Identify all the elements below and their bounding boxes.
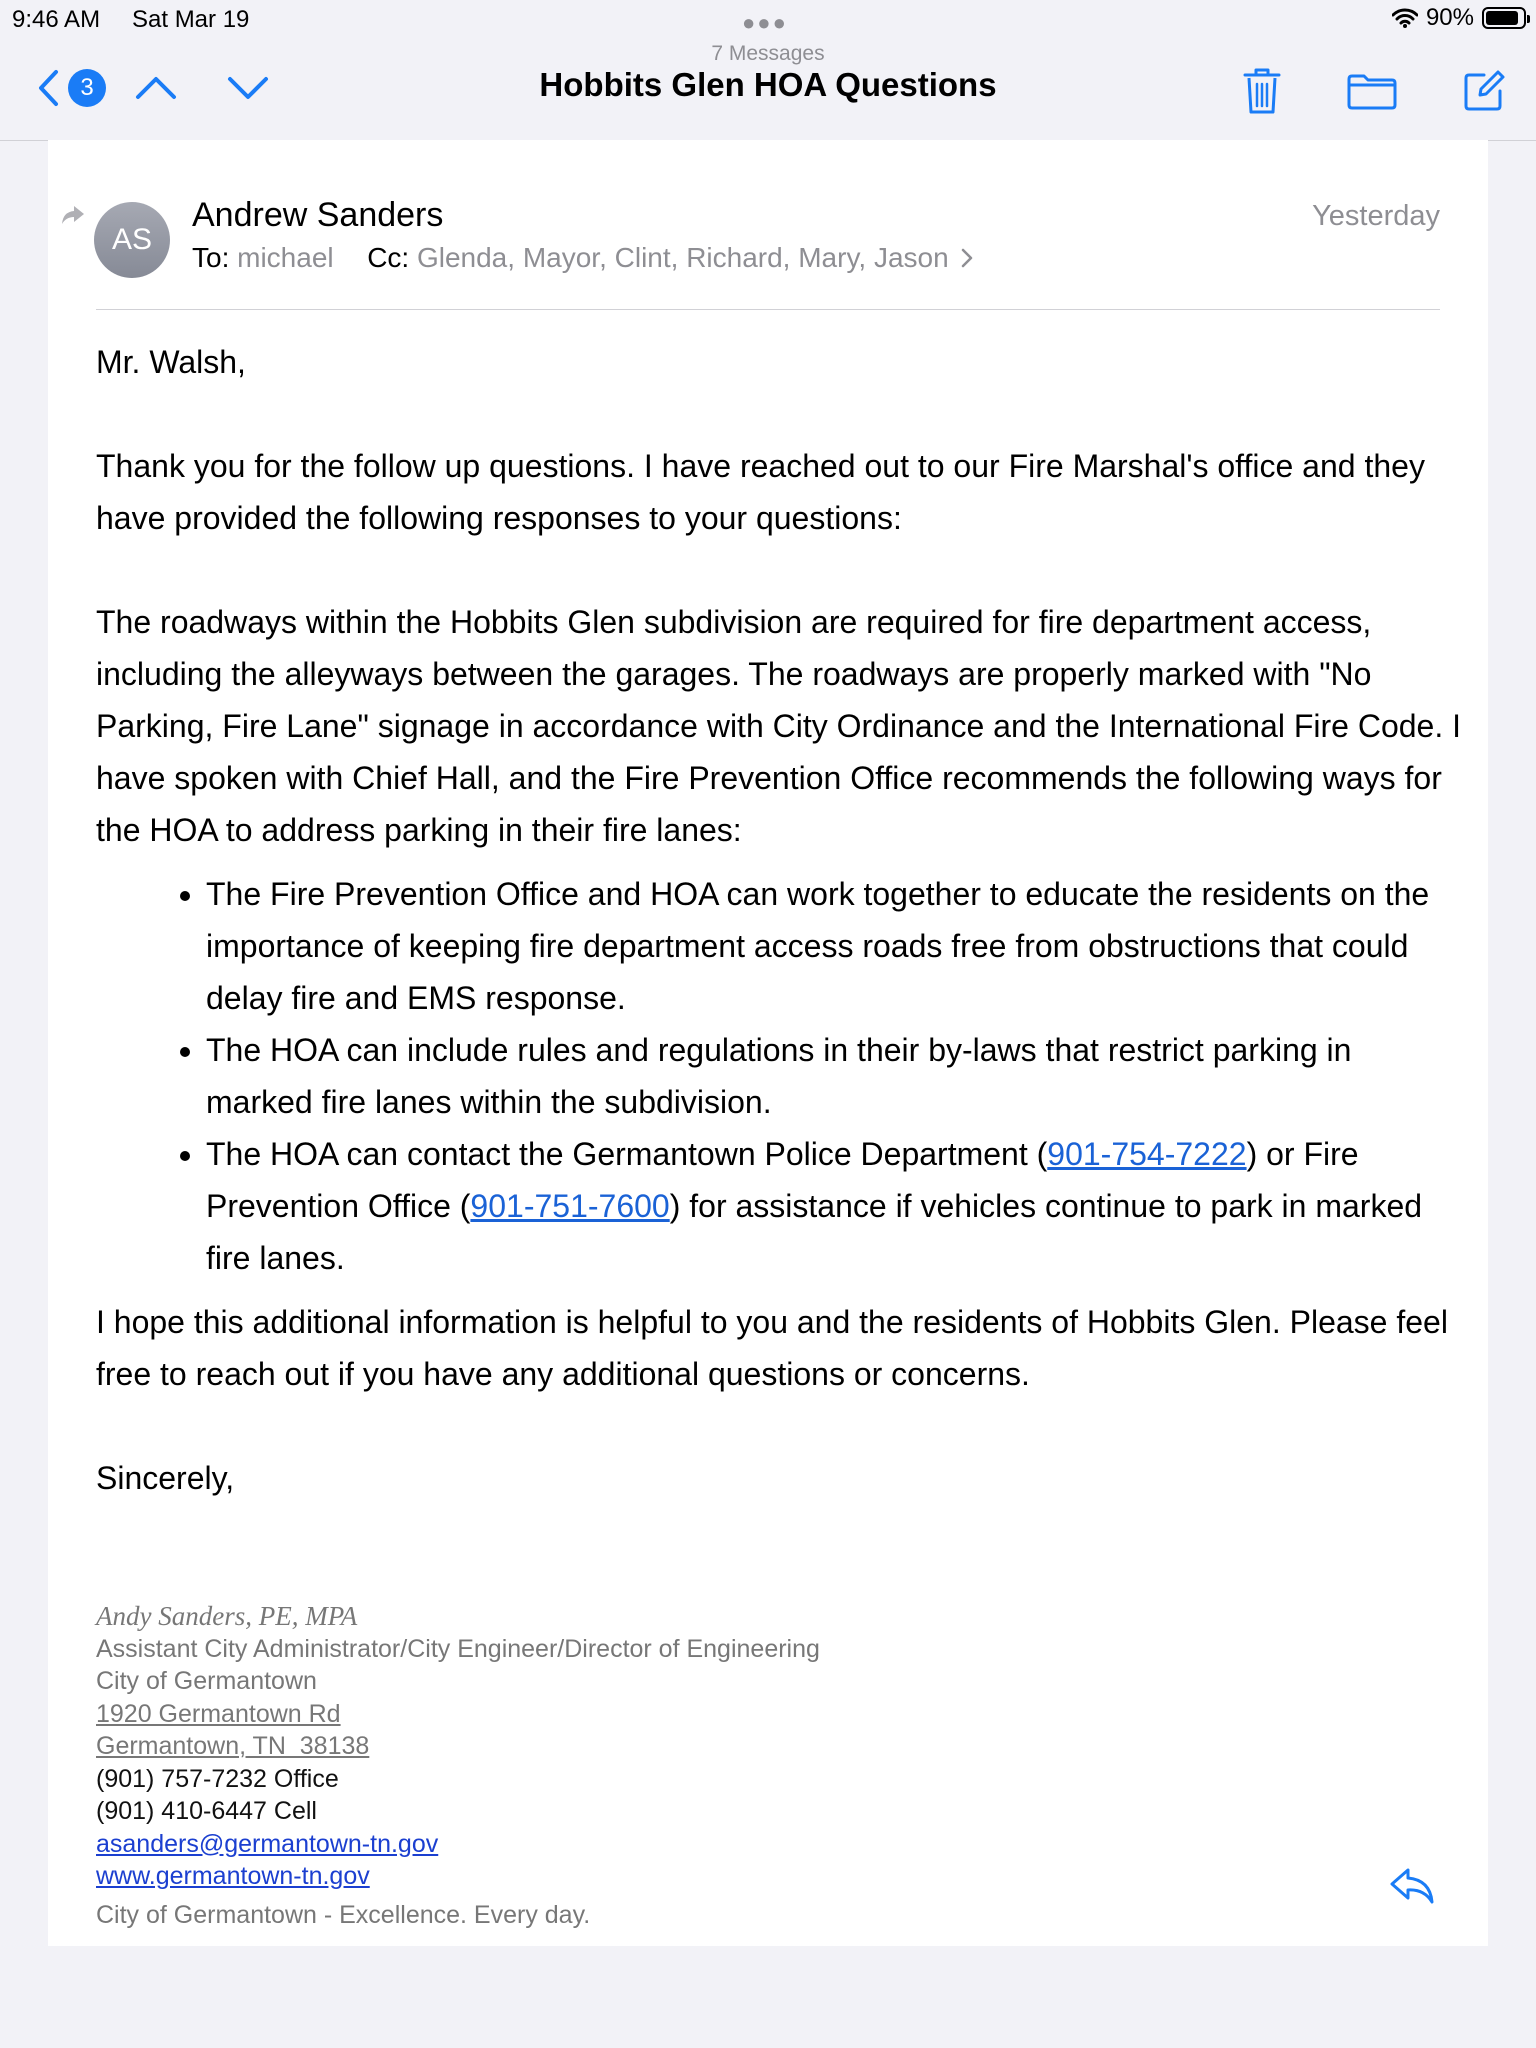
address-line-1[interactable]: 1920 Germantown Rd	[96, 1699, 341, 1728]
email-link[interactable]: asanders@germantown-tn.gov	[96, 1829, 439, 1858]
fire-prevention-phone-link[interactable]: 901-751-7600	[470, 1188, 670, 1224]
replied-arrow-icon	[60, 204, 86, 226]
address-line-2[interactable]: Germantown, TN 38138	[96, 1732, 370, 1760]
reply-arrow-icon	[1388, 1866, 1436, 1906]
status-date: Sat Mar 19	[132, 6, 250, 33]
bullet3-text-b: ) or Fire Prevention Office (	[206, 1136, 1359, 1224]
message-card	[48, 166, 1488, 1946]
message-count-subtitle: 7 Messages	[711, 42, 825, 65]
office-phone[interactable]: (901) 757-7232 Office	[96, 1764, 339, 1793]
closing: Sincerely,	[96, 1460, 235, 1496]
paragraph-2: The roadways within the Hobbits Glen subdivision are required for fire department access, including the alleyways between the garages. The roadways are properly marked with "No Parking, Fire Lane" signage in accordance with City Ordinance and the International Fire Code. I have spoken with Chief Hall, and the Fire Prevention Office recommends the following ways for the HOA to address parking in their fire lanes:	[96, 604, 1461, 848]
message-body	[96, 336, 1466, 1504]
trash-button[interactable]	[1242, 66, 1282, 116]
website-link[interactable]: www.germantown-tn.gov	[96, 1862, 370, 1890]
nav-right-controls	[1242, 66, 1506, 116]
paragraph-1: Thank you for the follow up questions. I have reached out to our Fire Marshal's office and they have provided the following responses to your questions:	[96, 448, 1425, 536]
navigation-bar	[0, 40, 1536, 141]
status-bar	[0, 0, 1536, 40]
message-date: Yesterday	[1312, 200, 1440, 232]
recipients-line[interactable]	[192, 242, 974, 274]
compose-icon	[1462, 69, 1506, 113]
signature-title: Assistant City Administrator/City Engineer/Director of Engineering	[96, 1634, 820, 1663]
list-item: • The HOA can include rules and regulations in their by-laws that restrict parking in marked fire lanes within the subdivision.	[206, 1024, 1466, 1128]
to-recipient: michael	[237, 242, 334, 273]
cell-phone[interactable]: (901) 410-6447 Cell	[96, 1797, 317, 1825]
cc-label: Cc:	[367, 242, 410, 273]
header-divider	[96, 309, 1440, 310]
battery-icon	[1482, 7, 1526, 29]
previous-message-edge	[48, 140, 1488, 167]
paragraph-3: I hope this additional information is helpful to you and the residents of Hobbits Glen. Please feel free to reach out if you have any additional questions or concerns.	[96, 1304, 1448, 1392]
signature-name: Andy Sanders, PE, MPA	[96, 1601, 358, 1631]
wifi-icon	[1392, 8, 1418, 28]
status-right	[1392, 4, 1526, 32]
avatar[interactable]: AS	[94, 202, 170, 278]
status-time: 9:46 AM	[12, 6, 101, 33]
move-to-folder-button[interactable]	[1346, 71, 1398, 111]
thread-title: Hobbits Glen HOA Questions	[539, 66, 997, 103]
bullet3-text-a: The HOA can contact the Germantown Police Department (	[206, 1136, 1048, 1172]
police-phone-link[interactable]: 901-754-7222	[1047, 1136, 1247, 1172]
signature-motto: City of Germantown - Excellence. Every day.	[96, 1900, 591, 1929]
reply-button[interactable]	[1388, 1866, 1436, 1906]
to-label: To:	[192, 242, 230, 273]
signature-org: City of Germantown	[96, 1667, 317, 1695]
cc-recipients: Glenda, Mayor, Clint, Richard, Mary, Jason	[416, 242, 949, 273]
battery-percent: 90%	[1425, 4, 1474, 31]
unread-count-badge[interactable]: 3	[68, 69, 106, 107]
email-signature	[96, 1600, 820, 1931]
trash-icon	[1242, 66, 1282, 116]
message-header[interactable]	[48, 166, 1488, 311]
recommendation-list	[96, 868, 1466, 1284]
list-item	[206, 1128, 1466, 1284]
list-item: • The Fire Prevention Office and HOA can work together to educate the residents on the importance of keeping fire department access roads free from obstructions that could delay fire and EMS response.	[206, 868, 1466, 1024]
greeting: Mr. Walsh,	[96, 344, 246, 380]
compose-button[interactable]	[1462, 69, 1506, 113]
folder-icon	[1346, 71, 1398, 111]
chevron-right-icon	[960, 247, 974, 269]
multitasking-dots-icon[interactable]: ●●●	[742, 10, 788, 35]
sender-name: Andrew Sanders	[192, 196, 444, 234]
bullet3-text-c: ) for assistance if vehicles continue to park in marked fire lanes.	[206, 1188, 1423, 1276]
